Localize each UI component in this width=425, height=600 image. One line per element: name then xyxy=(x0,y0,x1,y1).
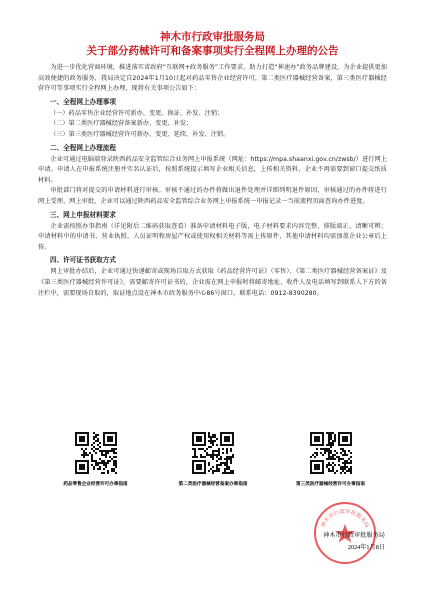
section-4-heading: 四、许可证书获取方式 xyxy=(50,256,116,265)
section-1-item: （一）药品零售企业经营许可新办、变更、换证、补发、注销； xyxy=(50,109,224,117)
qr-block xyxy=(156,432,271,487)
qr-caption: 第三类医疗器械经营许可办事指南 xyxy=(296,481,365,486)
title-line1: 神木市行政审批服务局 xyxy=(160,31,265,43)
title-line2: 关于部分药械许可和备案事项实行全程网上办理的公告 xyxy=(86,45,339,57)
section-1-item: （三）第三类医疗器械经营许可新办、变更、延续、补发、注销。 xyxy=(50,130,230,138)
signature-org: 神木市行政审批服务局 xyxy=(323,532,385,539)
section-4-paragraph: 网上审批办结后，企业可通过快递邮寄或现场自取方式获取《药品经营许可证》（零售）、《第二类医疗器械经营备案证》及《第三类医疗器械经营许可证》，需要邮寄许可证书的，企业需在网上申报时将邮寄地址、收件人及电话填写到联系人下方的备注栏中，需要现场自取的，取证地点设在神木市政务服务中心86号窗口，联系电话：0912-8390280。 xyxy=(38,268,387,297)
section-2-paragraph: 审批部门将对提交的申请材料进行审核。审核不通过的办件将做出退件处理并详细列明退件原因，审核通过的办件将进行网上受理、网上审批，企业可以通过陕西药品安全监管综合业务网上申报系统一申报记录一当前流程页面查询办件进度。 xyxy=(38,187,387,205)
qr-block xyxy=(38,432,153,487)
section-3-heading: 三、网上申报材料要求 xyxy=(50,210,116,219)
qr-code-icon[interactable] xyxy=(192,432,234,474)
section-1-item: （二）第二类医疗器械经营备案新办、变更、补发； xyxy=(50,120,193,128)
signature-block xyxy=(323,530,385,554)
qr-code-icon[interactable] xyxy=(310,432,352,474)
section-2-heading: 二、全程网上办理流程 xyxy=(50,143,116,152)
qr-code-row xyxy=(38,432,388,487)
qr-code-icon[interactable] xyxy=(75,432,117,474)
qr-block xyxy=(273,432,388,487)
intro-paragraph: 为进一步优化营商环境，推进落实省政府“互联网+政务服务”工作要求，助力打造“神速办”政务品牌建设，为企业提供更加高效便捷的政务服务，我局决定自2024年1月10日起对药品零售企业经营许可，第二类医疗器械经营备案，第三类医疗器械经营许可等事项实行全程网上办理，现将有关事项公告如下： xyxy=(38,64,387,93)
qr-caption: 药品零售企业经营许可办事指南 xyxy=(63,481,128,486)
qr-caption: 第二类医疗器械经营备案办事指南 xyxy=(178,481,248,486)
signature-date: 2024年1月8日 xyxy=(347,544,385,551)
section-3-paragraph: 企业需按照办事指南（详见附后二维码获取查看）准备申请材料电子版，电子材料要求内容完整、排版端正、清晰可辨；申请材料中的申请书、营业执照、人员证明和房屋产权或使用权相关材料等需上传原件，其他申请材料均需加盖企业公章后上传。 xyxy=(38,222,387,251)
svg-text:神木市行政审批服务局: 神木市行政审批服务局 xyxy=(320,508,370,529)
section-2-paragraph: 企业可通过电脑端登录陕西药品安全监管综合业务网上申报系统（网址：https://mpa.shaanxi.gov.cn/zwsb/）进行网上申请。申请人在申报系统注册并实名认证后，按照系统提示填写企业相关信息，上传相关资料，企业不再需要到窗口提交纸质材料。 xyxy=(38,155,387,184)
section-1-heading: 一、全程网上办理事项 xyxy=(50,97,116,106)
